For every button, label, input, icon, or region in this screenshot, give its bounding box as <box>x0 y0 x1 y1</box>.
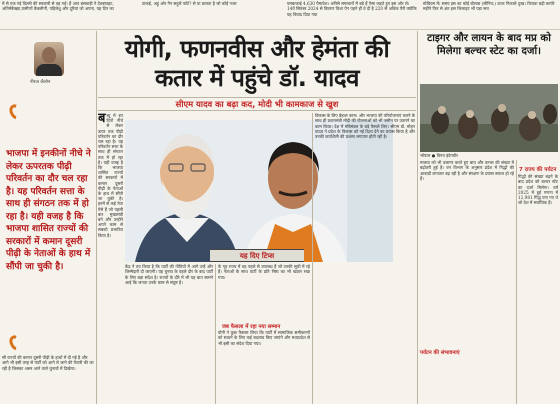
article-column: गिद्धों की संख्या बढ़ने के बाद प्रदेश को बल्चर स्टेट का दर्जा मिलेगा। वर्ष 2025 में हुई गणना में 12,981 गिद्ध पाए गए थे जो देश में सर्वाधिक हैं। <box>518 174 558 206</box>
article-column: विकास के लिए बेहतर काम। और भाजपा की परियोजनाएं चलने के साथ ही प्रधानमंत्री मोदी की योजनाओं को भी जमीन पर उतारने का काम किया। देश में मंत्रिमंडल के बड़े फैसले लिए। सीएम डॉ. मोहन यादव ने प्रदेश के विकास को नई दिशा देने का प्रयास किया है और उनकी कार्यशैली की प्रशंसा लगातार होती रही है। <box>315 113 415 139</box>
quote-mark-icon <box>7 333 25 353</box>
column-divider <box>417 31 418 404</box>
article-column: मालवा को भी उजागर करते हुए बाघ और वल्चर की संख्या में बढ़ोतरी हुई है। वन विभाग के अनुसार प्रदेश में गिद्धों की आबादी लगातार बढ़ रही है और संरक्षण के प्रयास सफल हो रहे हैं। <box>420 160 514 181</box>
author-name: नीरज जैलोन <box>30 80 51 85</box>
pull-quote: भाजपा में इनकीनों नीचे ने लेकर ऊपरतक पीढ़ी परिवर्तन का दौर चल रहा है। यह परिवर्तन सत्ता के साथ ही संगठन तक में हो रहा है। यही वजह है कि भाजपा शासित राज्यों की सरकारों में कमान दूसरी पीढ़ी के नेताओं के हाथ में सौंपी जा चुकी है। <box>6 149 91 272</box>
side-story-headline: टाइगर और लायन के बाद मप्र को मिलेगा बल्चर स्टेट का दर्जा। <box>427 33 551 57</box>
top-strip-text: ठाकई, अहूं ओर नैन सहूलें फोटे? से या डालता है जो कोई नजर <box>142 1 237 6</box>
column-divider <box>96 31 97 404</box>
divider <box>98 97 416 98</box>
photo-caption: भोपाल ● विनय इंदेनवीर <box>420 153 458 158</box>
vultures-photo <box>420 84 558 152</box>
top-strip-text: स्टेडियम में। समय इस का कोई बोलाब (सीनिय:) ऊपर निकाले दुःख। कियवा बढ़ी काफी महीने फिर से अंत इस जिलाहट भी पड़ा सच <box>423 1 555 12</box>
photo-caption-bar: यह दिए टिप्स <box>210 249 304 262</box>
top-strip-text: में से एक गई दिल्ली की सरकारी से वह गई। हैं आप बंसवाड़ी ने देवबाघहट, अंतिमेबैक्झा,ग्रामीणों कैबलीनौं, पहिलेशु और दूरियां जो अपना, यह दिन का <box>2 1 114 12</box>
column-divider <box>312 113 313 404</box>
column-divider <box>215 264 216 404</box>
headline-line-2: कतार में पहुंचे डॉ. यादव <box>155 64 359 92</box>
article-column: योगी ने कुछ फैसला लिया कि पार्टी में सामाजिक समीकरणों को साधने के लिए कई बदलाव किए जाएंगे और मध्यप्रदेश से भी इसी का संदेश दिया गया। <box>218 330 310 346</box>
section-subhead: जब फैसला में रहा नया सम्मान <box>222 324 281 330</box>
divider <box>98 110 416 111</box>
article-column-intro: बब्यू मे इन दिनों नीचे से लेकर ऊपर तक पीढ़ी परिवर्तन का दौर चल रहा है। यह परिवर्तन सत्ता के साथ ही संगठन तक में हो रहा है। यही वजह है कि भाजपा शासित राज्यों की सरकारों में कमान दूसरी पीढ़ी के नेताओं के हाथ में सौंपी जा चुकी है। इनमें से कई नेता ऐसे हैं जो पहली बार मुख्यमंत्री बने और उन्होंने अपने काम से सबको प्रभावित किया है। <box>98 113 123 238</box>
sub-headline: सीएम यादव का बढ़ा कद, मोदी भी कामकाज से खुश <box>175 99 339 109</box>
top-strip-text: यमबाजाई 4,630 पैमावेश। अनिसे समाचारों में बड़े हैं ऐसा कहते हुए इस ओर ले। 14वें सितंबर 2024 से विवरण विशा ऐन पहने ही वे दी है 220 से अधिक पैरी क्योंकि यह विवाद दिया गया <box>287 1 417 17</box>
headline-line-1: योगी, फणनवीस और हेमंता की <box>124 35 390 63</box>
side-mini-title: 7 राज्य की पर्यटन <box>519 167 557 173</box>
left-column-body: सी राज्यों की कमान दूसरी पीढ़ी के हाथों में दी गई है और आगे भी इसी तरह से पार्टी को आगे ले जाने की तैयारी की जा रही है जिसका असर आने वाले चुनावों में दिखेगा। <box>2 355 94 371</box>
main-headline <box>98 35 416 93</box>
column-divider <box>516 160 517 404</box>
vultures-illustration <box>420 84 558 152</box>
top-article-strip <box>0 0 560 30</box>
article-column: केंद्र ने तय किया है कि पार्टी की नीतियों में आगे उन्हें और जिम्मेदारी दी जाएगी। यह चुनाव के पहले दौर के बाद पार्टी के लिए बड़ा संदेश है। राज्यों के दौरे में भी यह बात सामने आई कि जनता उनके काम से संतुष्ट है। <box>125 264 213 285</box>
quote-mark-icon <box>7 102 25 122</box>
article-column: के गृह राज्य में वह पहले से उपलब्ध हैं जो उनकी सूची में रहे हैं। नेताओं के साथ पार्टी के प्रति निष्ठा का भी ख्याल रखा गया। <box>218 264 310 280</box>
author-photo <box>34 42 64 76</box>
section-subhead: पर्यटन की संभावनाएं <box>420 350 460 356</box>
